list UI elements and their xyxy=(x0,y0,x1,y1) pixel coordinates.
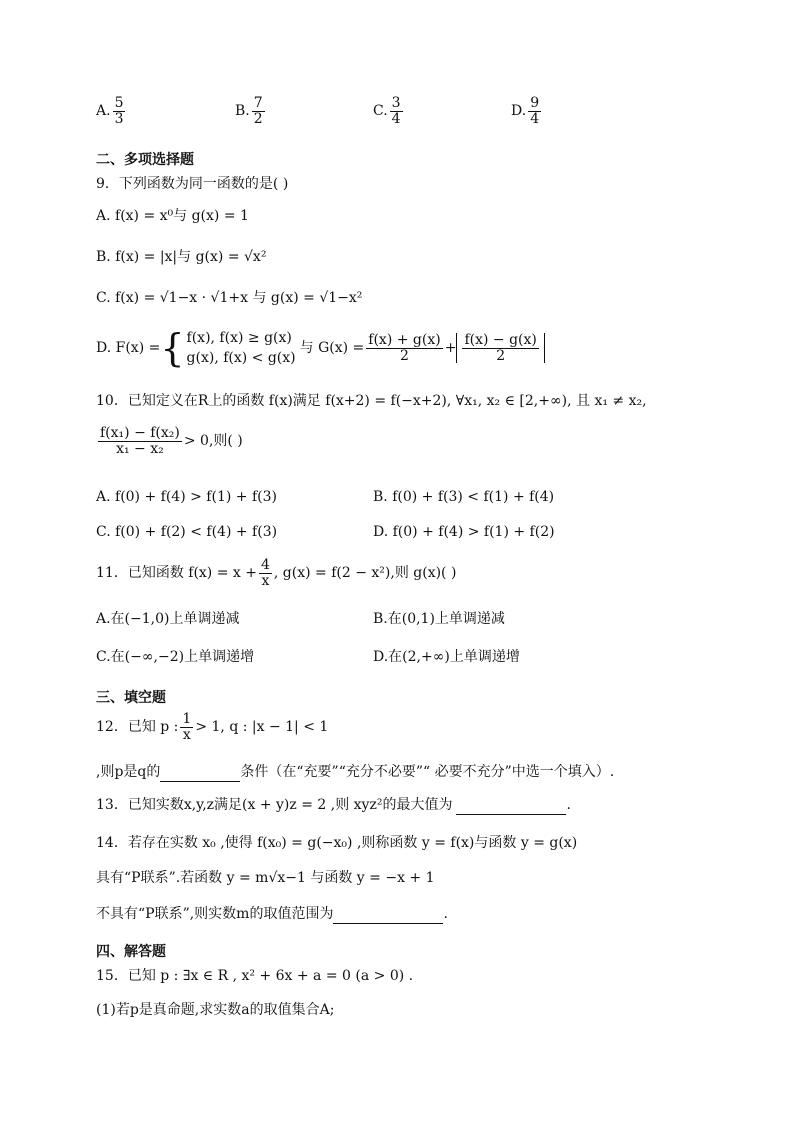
numerator: 7 xyxy=(253,95,263,111)
q8-option-a xyxy=(96,96,127,126)
fraction xyxy=(366,333,442,363)
fraction xyxy=(528,96,541,126)
denominator: 4 xyxy=(391,110,401,127)
numerator: 1 xyxy=(182,711,192,727)
q8-option-b xyxy=(235,96,267,126)
stem-text: ,则p是q的 xyxy=(96,764,161,780)
left-brace: { xyxy=(160,326,185,370)
denominator: 4 xyxy=(530,110,540,127)
stem-text: > 1, q : |x − 1| < 1 xyxy=(195,719,329,736)
option-label: B. xyxy=(235,103,250,120)
q10-option-d: D. f(0) + f(4) > f(1) + f(2) xyxy=(373,524,555,540)
q12-stem xyxy=(96,712,328,742)
numerator: f(x₁) − f(x₂) xyxy=(100,425,180,441)
q10-condition xyxy=(96,426,243,456)
q10-option-b: B. f(0) + f(3) < f(1) + f(4) xyxy=(373,489,555,505)
stem-text: , g(x) = f(2 − x²),则 g(x)( ) xyxy=(273,565,457,582)
q14-line3 xyxy=(96,904,448,924)
plus-sign: + xyxy=(444,340,457,356)
stem-text: . xyxy=(443,906,448,922)
piecewise-rows xyxy=(187,328,296,368)
q9-option-b: B. f(x) = |x|与 g(x) = √x² xyxy=(96,249,267,265)
option-label: D. F(x) = xyxy=(96,340,161,356)
stem-text: 13．已知实数x,y,z满足(x + y)z = 2 ,则 xyz²的最大值为 xyxy=(96,797,453,813)
q15-stem: 15．已知 p : ∃x ∈ R , x² + 6x + a = 0 (a > 0) . xyxy=(96,968,414,984)
numerator: f(x) − g(x) xyxy=(464,331,537,348)
answer-blank[interactable] xyxy=(333,907,443,924)
stem-text: 不具有“P联系”,则实数m的取值范围为 xyxy=(96,906,334,922)
fraction xyxy=(252,96,265,126)
numerator: f(x) + g(x) xyxy=(368,331,441,348)
numerator: 5 xyxy=(114,95,124,111)
stem-text: 条件（在“充要”“充分不必要”“ 必要不充分”中选一个填入）. xyxy=(240,764,615,780)
section-title-multiple-choice: 二、多项选择题 xyxy=(96,152,194,168)
option-label: C. xyxy=(373,103,388,120)
fraction xyxy=(180,712,193,742)
denominator: x xyxy=(261,572,270,589)
q9-option-a: A. f(x) = x⁰与 g(x) = 1 xyxy=(96,208,249,224)
denominator: 2 xyxy=(496,347,506,364)
piecewise-row: f(x), f(x) ≥ g(x) xyxy=(186,330,292,346)
q9-option-c: C. f(x) = √1−x · √1+x 与 g(x) = √1−x² xyxy=(96,290,363,306)
option-label: A. xyxy=(96,103,111,120)
q10-option-c: C. f(0) + f(2) < f(4) + f(3) xyxy=(96,524,278,540)
fraction xyxy=(462,333,538,363)
q11-option-a: A.在(−1,0)上单调递减 xyxy=(96,611,240,627)
q14-line2: 具有“P联系”.若函数 y = m√x−1 与函数 y = −x + 1 xyxy=(96,870,435,886)
q11-stem xyxy=(96,558,456,588)
denominator: x xyxy=(182,726,191,743)
connector-text: 与 G(x) = xyxy=(299,340,365,356)
denominator: 2 xyxy=(400,347,409,364)
section-title-solution: 四、解答题 xyxy=(96,944,166,960)
q8-option-c xyxy=(373,96,405,126)
denominator: x₁ − x₂ xyxy=(116,440,164,457)
numerator: 3 xyxy=(391,95,401,111)
answer-blank[interactable] xyxy=(160,765,240,782)
numerator: 4 xyxy=(260,557,270,573)
stem-text: . xyxy=(566,797,571,813)
denominator: 3 xyxy=(114,110,124,127)
fraction xyxy=(113,96,126,126)
q13-stem xyxy=(96,795,571,815)
condition-tail: > 0,则( ) xyxy=(183,433,243,450)
q9-stem: 9．下列函数为同一函数的是( ) xyxy=(96,176,289,192)
piecewise-row: g(x), f(x) < g(x) xyxy=(186,350,296,366)
stem-text: 11．已知函数 f(x) = x + xyxy=(96,565,257,582)
q11-option-c: C.在(−∞,−2)上单调递增 xyxy=(96,649,255,665)
q11-option-d: D.在(2,+∞)上单调递增 xyxy=(373,649,520,665)
q12-line2 xyxy=(96,762,614,782)
q10-option-a: A. f(0) + f(4) > f(1) + f(3) xyxy=(96,489,277,505)
fraction xyxy=(390,96,403,126)
q10-stem: 10．已知定义在R上的函数 f(x)满足 f(x+2) = f(−x+2), ∀x₁, x₂ ∈ [2,+∞), 且 x₁ ≠ x₂, xyxy=(96,393,647,409)
numerator: 9 xyxy=(530,95,540,111)
answer-blank[interactable] xyxy=(456,798,566,815)
q14-line1: 14．若存在实数 x₀ ,使得 f(x₀) = g(−x₀) ,则称函数 y = f(x)与函数 y = g(x) xyxy=(96,835,578,851)
q15-part1: (1)若p是真命题,求实数a的取值集合A; xyxy=(96,1002,335,1018)
fraction xyxy=(259,558,272,588)
piecewise xyxy=(160,328,295,368)
denominator: 2 xyxy=(253,110,263,127)
absolute-value xyxy=(456,333,544,363)
stem-text: 12．已知 p : xyxy=(96,719,179,736)
q8-option-d xyxy=(511,96,543,126)
fraction xyxy=(98,426,182,456)
section-title-fill-in: 三、填空题 xyxy=(96,690,166,706)
q11-option-b: B.在(0,1)上单调递减 xyxy=(373,611,505,627)
option-label: D. xyxy=(511,103,527,120)
q9-option-d xyxy=(96,328,545,368)
